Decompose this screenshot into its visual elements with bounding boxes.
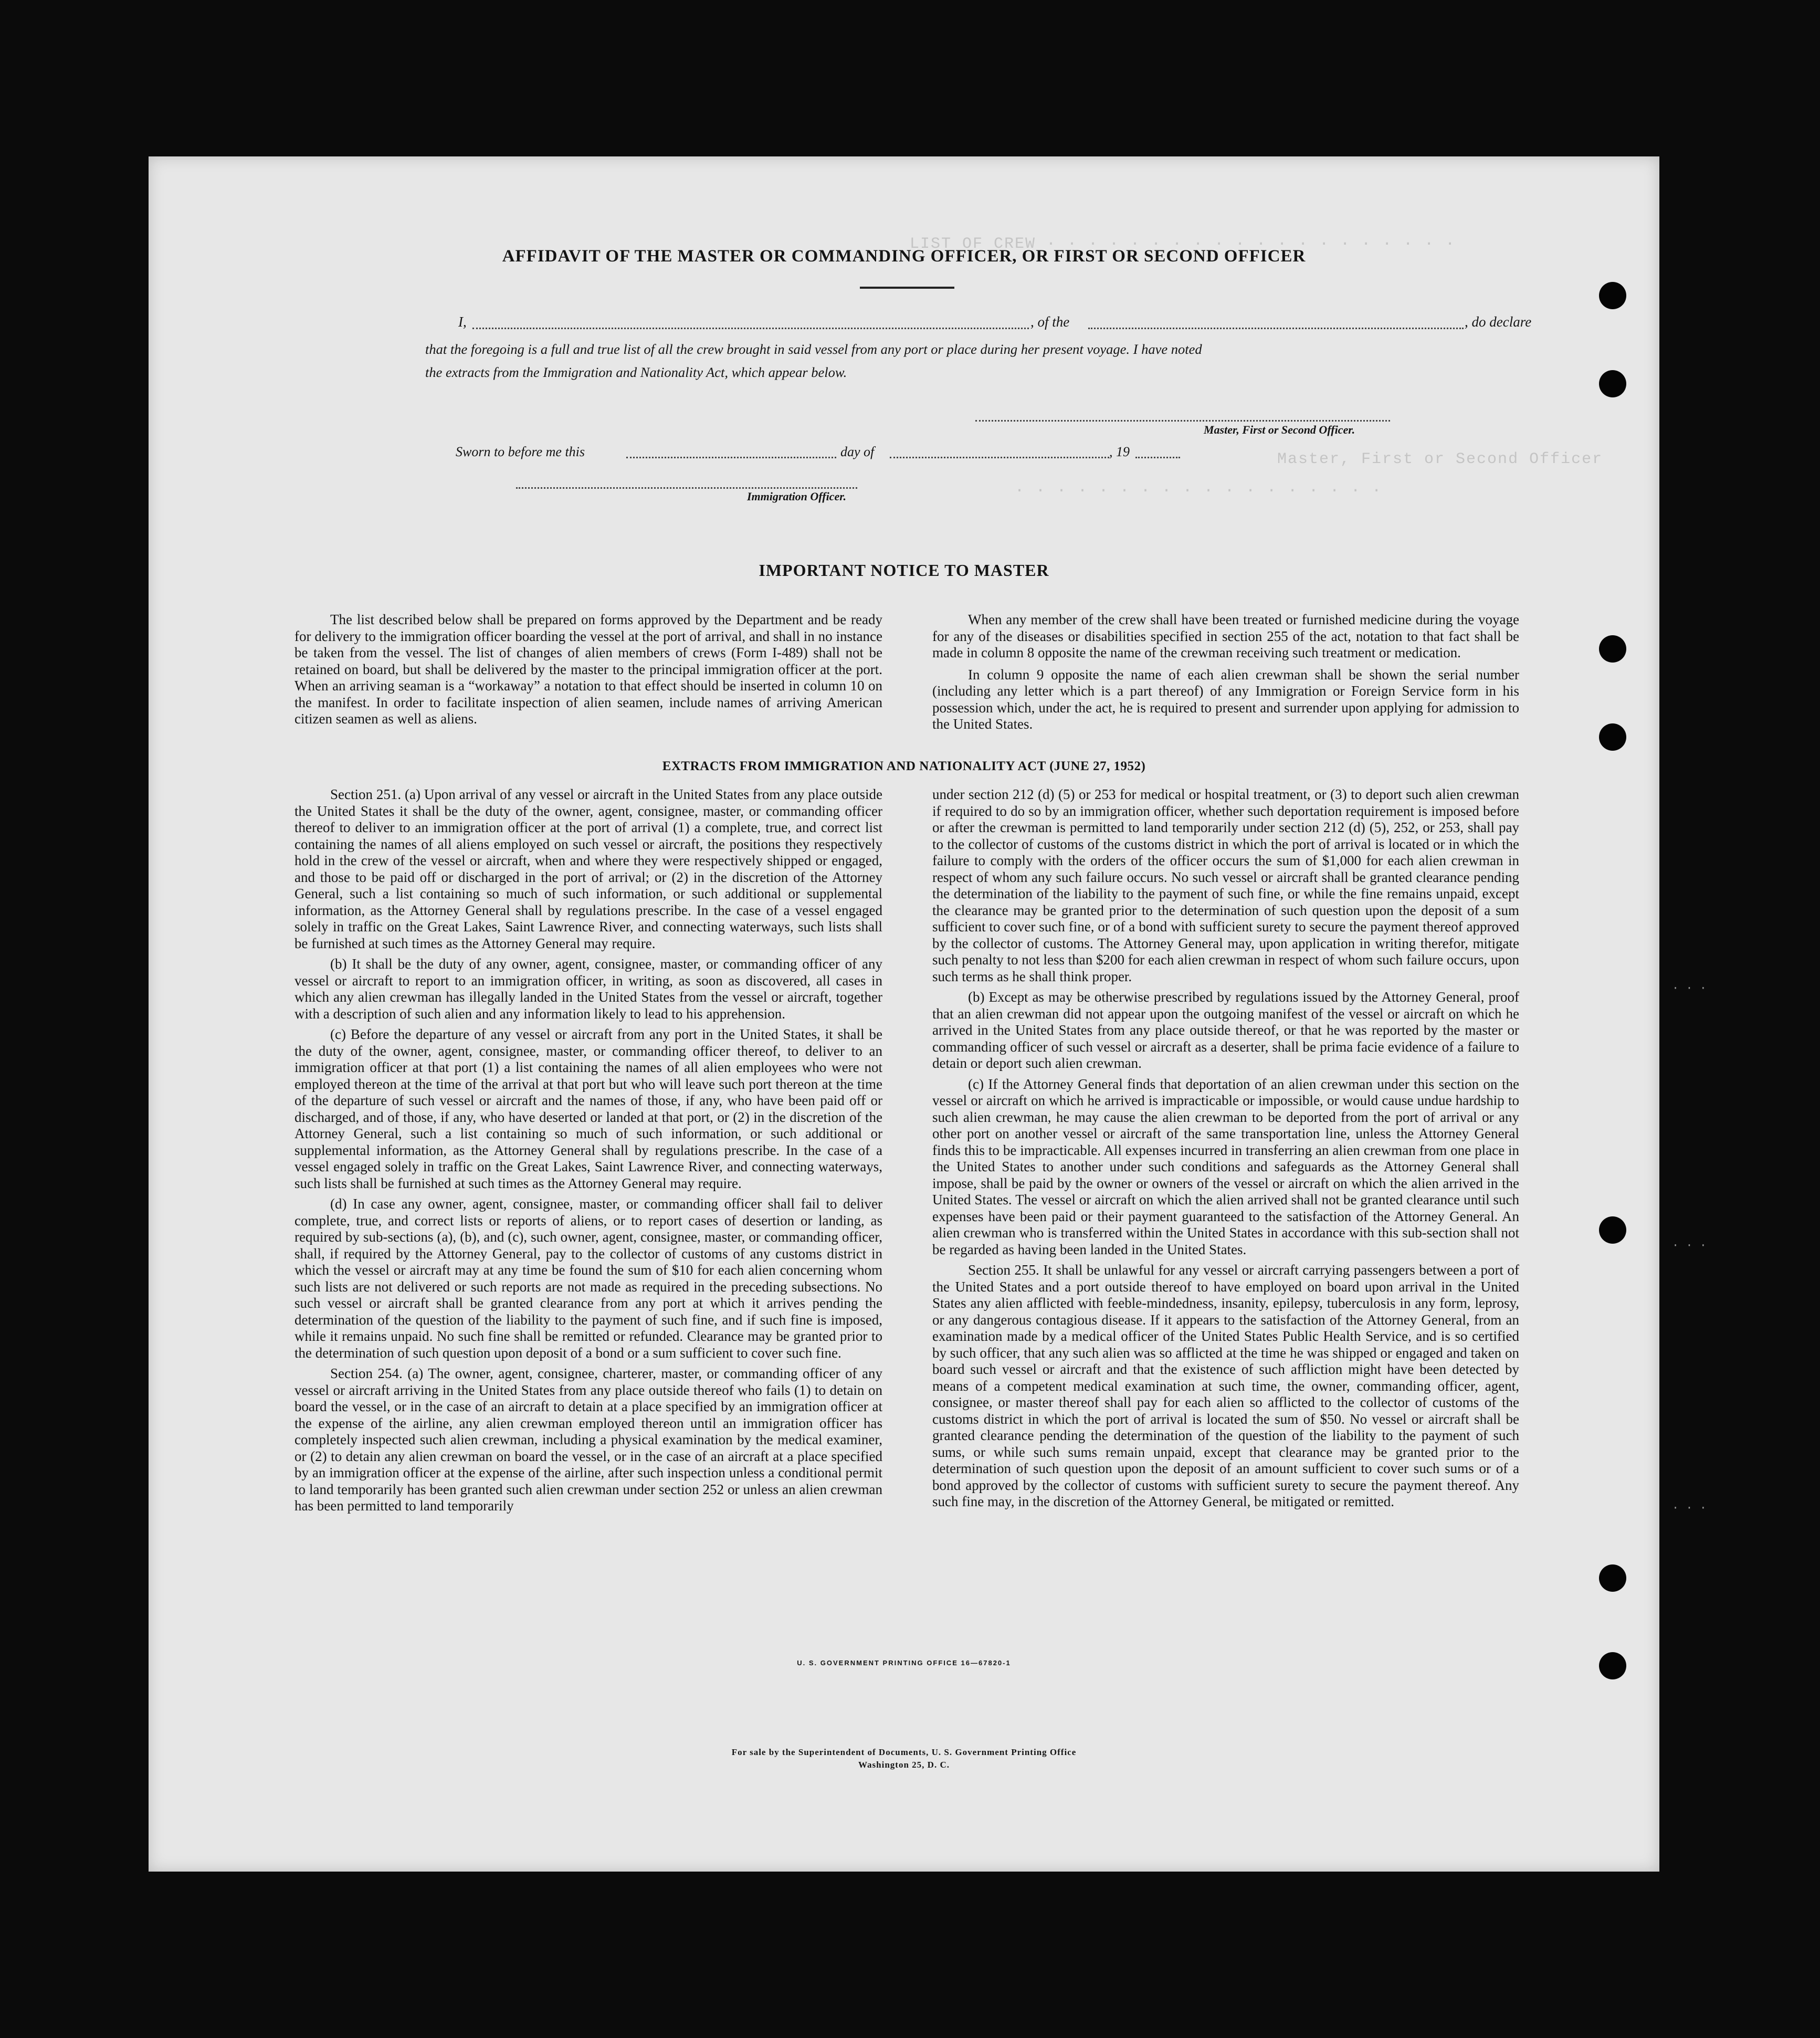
sale-line-2: Washington 25, D. C.	[858, 1760, 950, 1770]
extract-paragraph: Section 255. It shall be unlawful for any vessel or aircraft carrying passengers between a port of the United States and a port outside thereof to have employed on board upon arrival in the United States any alien afflicted with feeble-mindedness, insanity, epilepsy, tuberculosis in any form, leprosy, or any dangerous contagious disease. If it appears to the satisfaction of the Attorney General, from an examination made by a medical officer of the United States Public Health Service, and is so certified by such officer, that any such alien was so afflicted at the time he was shipped or engaged and taken on board such vessel or aircraft and that the existence of such affliction might have been detected by means of a competent medical examination at such time, the owner, commanding officer, agent, consignee, or master thereof shall pay for each alien so afflicted to the collector of customs of the customs district in which the port of arrival is located the sum of $50. No vessel or aircraft shall be granted clearance pending the determination of the question of the liability to the payment of such sums, or while such sums remain unpaid, except that clearance may be granted prior to the determination of such question upon the deposit of an amount sufficient to cover such sums or of a bond approved by the collector of customs with sufficient surety to secure the payment thereof. Any such fine may, in the discretion of the Attorney General, be mitigated or remitted.	[932, 1262, 1519, 1509]
sale-line-1: For sale by the Superintendent of Documents, U. S. Government Printing Office	[731, 1747, 1077, 1757]
punch-hole	[1599, 1216, 1626, 1244]
title-rule	[860, 287, 954, 289]
punch-hole	[1599, 1564, 1626, 1592]
extract-paragraph: under section 212 (d) (5) or 253 for medical or hospital treatment, or (3) to deport such alien crewman if required to do so by an immigration officer, whether such deportation requirement is imposed before or after the crewman is permitted to land temporarily under section 212 (d) (5), 252, or 253, shall pay to the collector of customs of the customs district in which the port of arrival is located or in which the failure to comply with the orders of the officer occurs the sum of $1,000 for each alien crewman in respect of whom any such failure occurs. No such vessel or aircraft shall be granted clearance pending the determination of the liability to the payment of such fine, or while the fine remains unpaid, except the clearance may be granted prior to the determination of such question upon the deposit of a sum sufficient to cover such fine, or of a bond with sufficient surety to secure the payment thereof approved by the collector of customs. The Attorney General may, upon application in writing therefor, mitigate such penalty to not less than $200 for each alien crewman in respect of whom such failure occurs, upon such terms as he shall think proper.	[932, 786, 1519, 984]
notice-left-column	[294, 612, 882, 728]
affidavit-i-label: I,	[458, 314, 467, 330]
adjacent-page-fragment: · · ·	[1672, 1501, 1707, 1515]
officer-signature-line	[516, 487, 857, 489]
name-blank	[472, 328, 1029, 329]
document-page	[149, 156, 1659, 1872]
printing-office-line: U. S. GOVERNMENT PRINTING OFFICE 16—67820-1	[797, 1659, 1011, 1667]
affidavit-do-declare-label: , do declare	[1465, 314, 1532, 330]
bleed-through-text: LIST OF CREW · · · · · · · · · · · · · · · · · · · ·	[910, 235, 1456, 253]
extracts-right-column	[932, 786, 1519, 1510]
punch-hole	[1599, 370, 1626, 397]
notice-title: IMPORTANT NOTICE TO MASTER	[759, 561, 1049, 580]
extracts-title: EXTRACTS FROM IMMIGRATION AND NATIONALITY ACT (JUNE 27, 1952)	[662, 759, 1146, 773]
notice-right-column	[932, 612, 1519, 733]
notice-right-paragraph-2: In column 9 opposite the name of each alien crewman shall be shown the serial number (including any letter which is a part thereof) of any Immigration or Foreign Service form in his possession which, under the act, he is required to present and surrender upon applying for admission to the United States.	[932, 666, 1519, 732]
day-blank	[626, 457, 836, 458]
notice-left-paragraph: The list described below shall be prepared on forms approved by the Department and be ready for delivery to the immigration officer boarding the vessel at the port of arrival, and shall in no instance be taken from the vessel. The list of changes of alien members of crews (Form I-489) shall not be retained on board, but shall be delivered by the master to the principal immigration officer at the port. When an arriving seaman is a “workaway” a notation to that effect should be inserted in column 10 on the manifest. In order to facilitate inspection of alien seamen, include names of arriving American citizen seamen as well as aliens.	[294, 612, 882, 727]
extract-paragraph: Section 254. (a) The owner, agent, consignee, charterer, master, or commanding officer of any vessel or aircraft arriving in the United States from any place outside thereof who fails (1) to detain on board the vessel, or in the case of an aircraft to detain at a place specified by an immigration officer at the expense of the airline, any alien crewman employed thereon until an immigration officer has completely inspected such alien crewman, including a physical examination by the medical examiner, or (2) to detain any alien crewman on board the vessel, or in the case of an aircraft at a place specified by an immigration officer at the expense of the airline, after such inspection unless a conditional permit to land temporarily has been granted such alien crewman under section 252 or unless an alien crewman has been permitted to land temporarily	[294, 1365, 882, 1514]
extract-paragraph: (b) It shall be the duty of any owner, agent, consignee, master, or commanding officer of any vessel or aircraft to report to an immigration officer, in writing, as soon as discovered, all cases in which any alien crewman has illegally landed in the United States from the vessel or aircraft, together with a description of such alien and any information likely to lead to his apprehension.	[294, 956, 882, 1022]
extracts-left-column	[294, 786, 882, 1515]
adjacent-page-fragment: · · ·	[1672, 1239, 1707, 1252]
master-signature-line	[975, 420, 1390, 422]
affidavit-of-the-label: , of the	[1030, 314, 1070, 330]
bleed-through-text: · · · · · · · · · · · · · · · · · ·	[1015, 482, 1383, 500]
declaration-line-2: the extracts from the Immigration and Nationality Act, which appear below.	[425, 364, 847, 380]
punch-hole	[1599, 723, 1626, 751]
extract-paragraph: (c) If the Attorney General finds that deportation of an alien crewman under this section on the vessel or aircraft on which he arrived is impracticable or impossible, or would cause undue hardship to such alien crewman, he may cause the alien crewman to be deported from the port of arrival or any other port on another vessel or aircraft of the same transportation line, unless the Attorney General finds this to be impracticable. All expenses incurred in transferring an alien crewman from one place in the United States to another under such conditions and safeguards as the Attorney General shall impose, shall be paid by the owner or owners of the vessel or aircraft on which the alien arrived in the United States. The vessel or aircraft on which the alien arrived shall not be granted clearance until such expenses have been paid or their payment guaranteed to the satisfaction of the Attorney General. An alien crewman who is transferred within the United States in accordance with this sub-section shall not be regarded as having been landed in the United States.	[932, 1076, 1519, 1257]
day-of-label: day of	[840, 444, 875, 459]
punch-hole	[1599, 1652, 1626, 1679]
year-blank	[1135, 457, 1180, 458]
officer-caption: Immigration Officer.	[747, 490, 847, 503]
extract-paragraph: (d) In case any owner, agent, consignee, master, or commanding officer shall fail to deliver complete, true, and correct lists or reports of aliens, or to report cases of desertion or landing, as required by sub-sections (a), (b), and (c), such owner, agent, consignee, master, or commanding officer, shall, if required by the Attorney General, pay to the collector of customs of any customs district in which the vessel or aircraft may at any time be found the sum of $10 for each alien concerning whom such lists are not delivered or such reports are not made as required in the preceding subsections. No such vessel or aircraft shall be granted clearance from any port at which it arrives pending the determination of the question of the liability to the payment of such fine, and if such fine is imposed, while it remains unpaid. No such fine shall be remitted or refunded. Clearance may be granted prior to the determination of such question upon deposit of a bond or a sum sufficient to cover such fine.	[294, 1196, 882, 1361]
punch-hole	[1599, 635, 1626, 663]
adjacent-page-fragment: · · ·	[1672, 982, 1707, 995]
year-label: , 19	[1109, 444, 1130, 459]
month-blank	[890, 457, 1109, 458]
declaration-line-1: that the foregoing is a full and true list of all the crew brought in said vessel from any port or place during her present voyage. I have noted	[425, 341, 1202, 357]
affidavit-title: AFFIDAVIT OF THE MASTER OR COMMANDING OFFICER, OR FIRST OR SECOND OFFICER	[502, 247, 1306, 266]
punch-hole	[1599, 282, 1626, 309]
extract-paragraph: (c) Before the departure of any vessel or aircraft from any port in the United States, it shall be the duty of the owner, agent, consignee, master, or commanding officer thereof, to deliver to an immigration officer at that port (1) a list containing the names of all alien employees who were not employed thereon at the time of the arrival at that port but who will leave such port thereon at the time of the departure of such vessel or aircraft and the names of those, if any, who have been paid off or discharged, and of those, if any, who have deserted or landed at that port, or (2) in the discretion of the Attorney General, such a list containing so much of such information, or such additional or supplemental information, as the Attorney General shall by regulations prescribe. In the case of a vessel engaged solely in traffic on the Great Lakes, Saint Lawrence River, and connecting waterways, such lists shall be furnished at such times as the Attorney General may require.	[294, 1026, 882, 1191]
bleed-through-text: Master, First or Second Officer	[1277, 450, 1603, 468]
extract-paragraph: Section 251. (a) Upon arrival of any vessel or aircraft in the United States from any place outside the United States it shall be the duty of the owner, agent, consignee, master, or commanding officer thereof to deliver to an immigration officer at the port of arrival (1) a complete, true, and correct list containing the names of all aliens employed on such vessel or aircraft, the positions they respectively hold in the crew of the vessel or aircraft, when and where they were respectively shipped or engaged, and those to be paid off or discharged in the port of arrival; or (2) in the discretion of the Attorney General, such a list containing so much of such information, or such additional or supplemental information, as the Attorney General shall by regulations prescribe. In the case of a vessel engaged solely in traffic on the Great Lakes, Saint Lawrence River, and connecting waterways, such lists shall be furnished at such times as the Attorney General may require.	[294, 786, 882, 951]
vessel-blank	[1088, 328, 1464, 329]
sworn-label: Sworn to before me this	[456, 444, 585, 459]
extract-paragraph: (b) Except as may be otherwise prescribed by regulations issued by the Attorney General, proof that an alien crewman did not appear upon the outgoing manifest of the vessel or aircraft on which he arrived in the United States from any place outside thereof, or that he was reported by the master or commanding officer of such vessel or aircraft as a deserter, shall be prima facie evidence of a failure to detain or deport such alien crewman.	[932, 989, 1519, 1071]
notice-right-paragraph-1: When any member of the crew shall have been treated or furnished medicine during the voyage for any of the diseases or disabilities specified in section 255 of the act, notation to that fact shall be made in column 8 opposite the name of the crewman receiving such treatment or medication.	[932, 612, 1519, 660]
master-caption: Master, First or Second Officer.	[1204, 423, 1355, 436]
